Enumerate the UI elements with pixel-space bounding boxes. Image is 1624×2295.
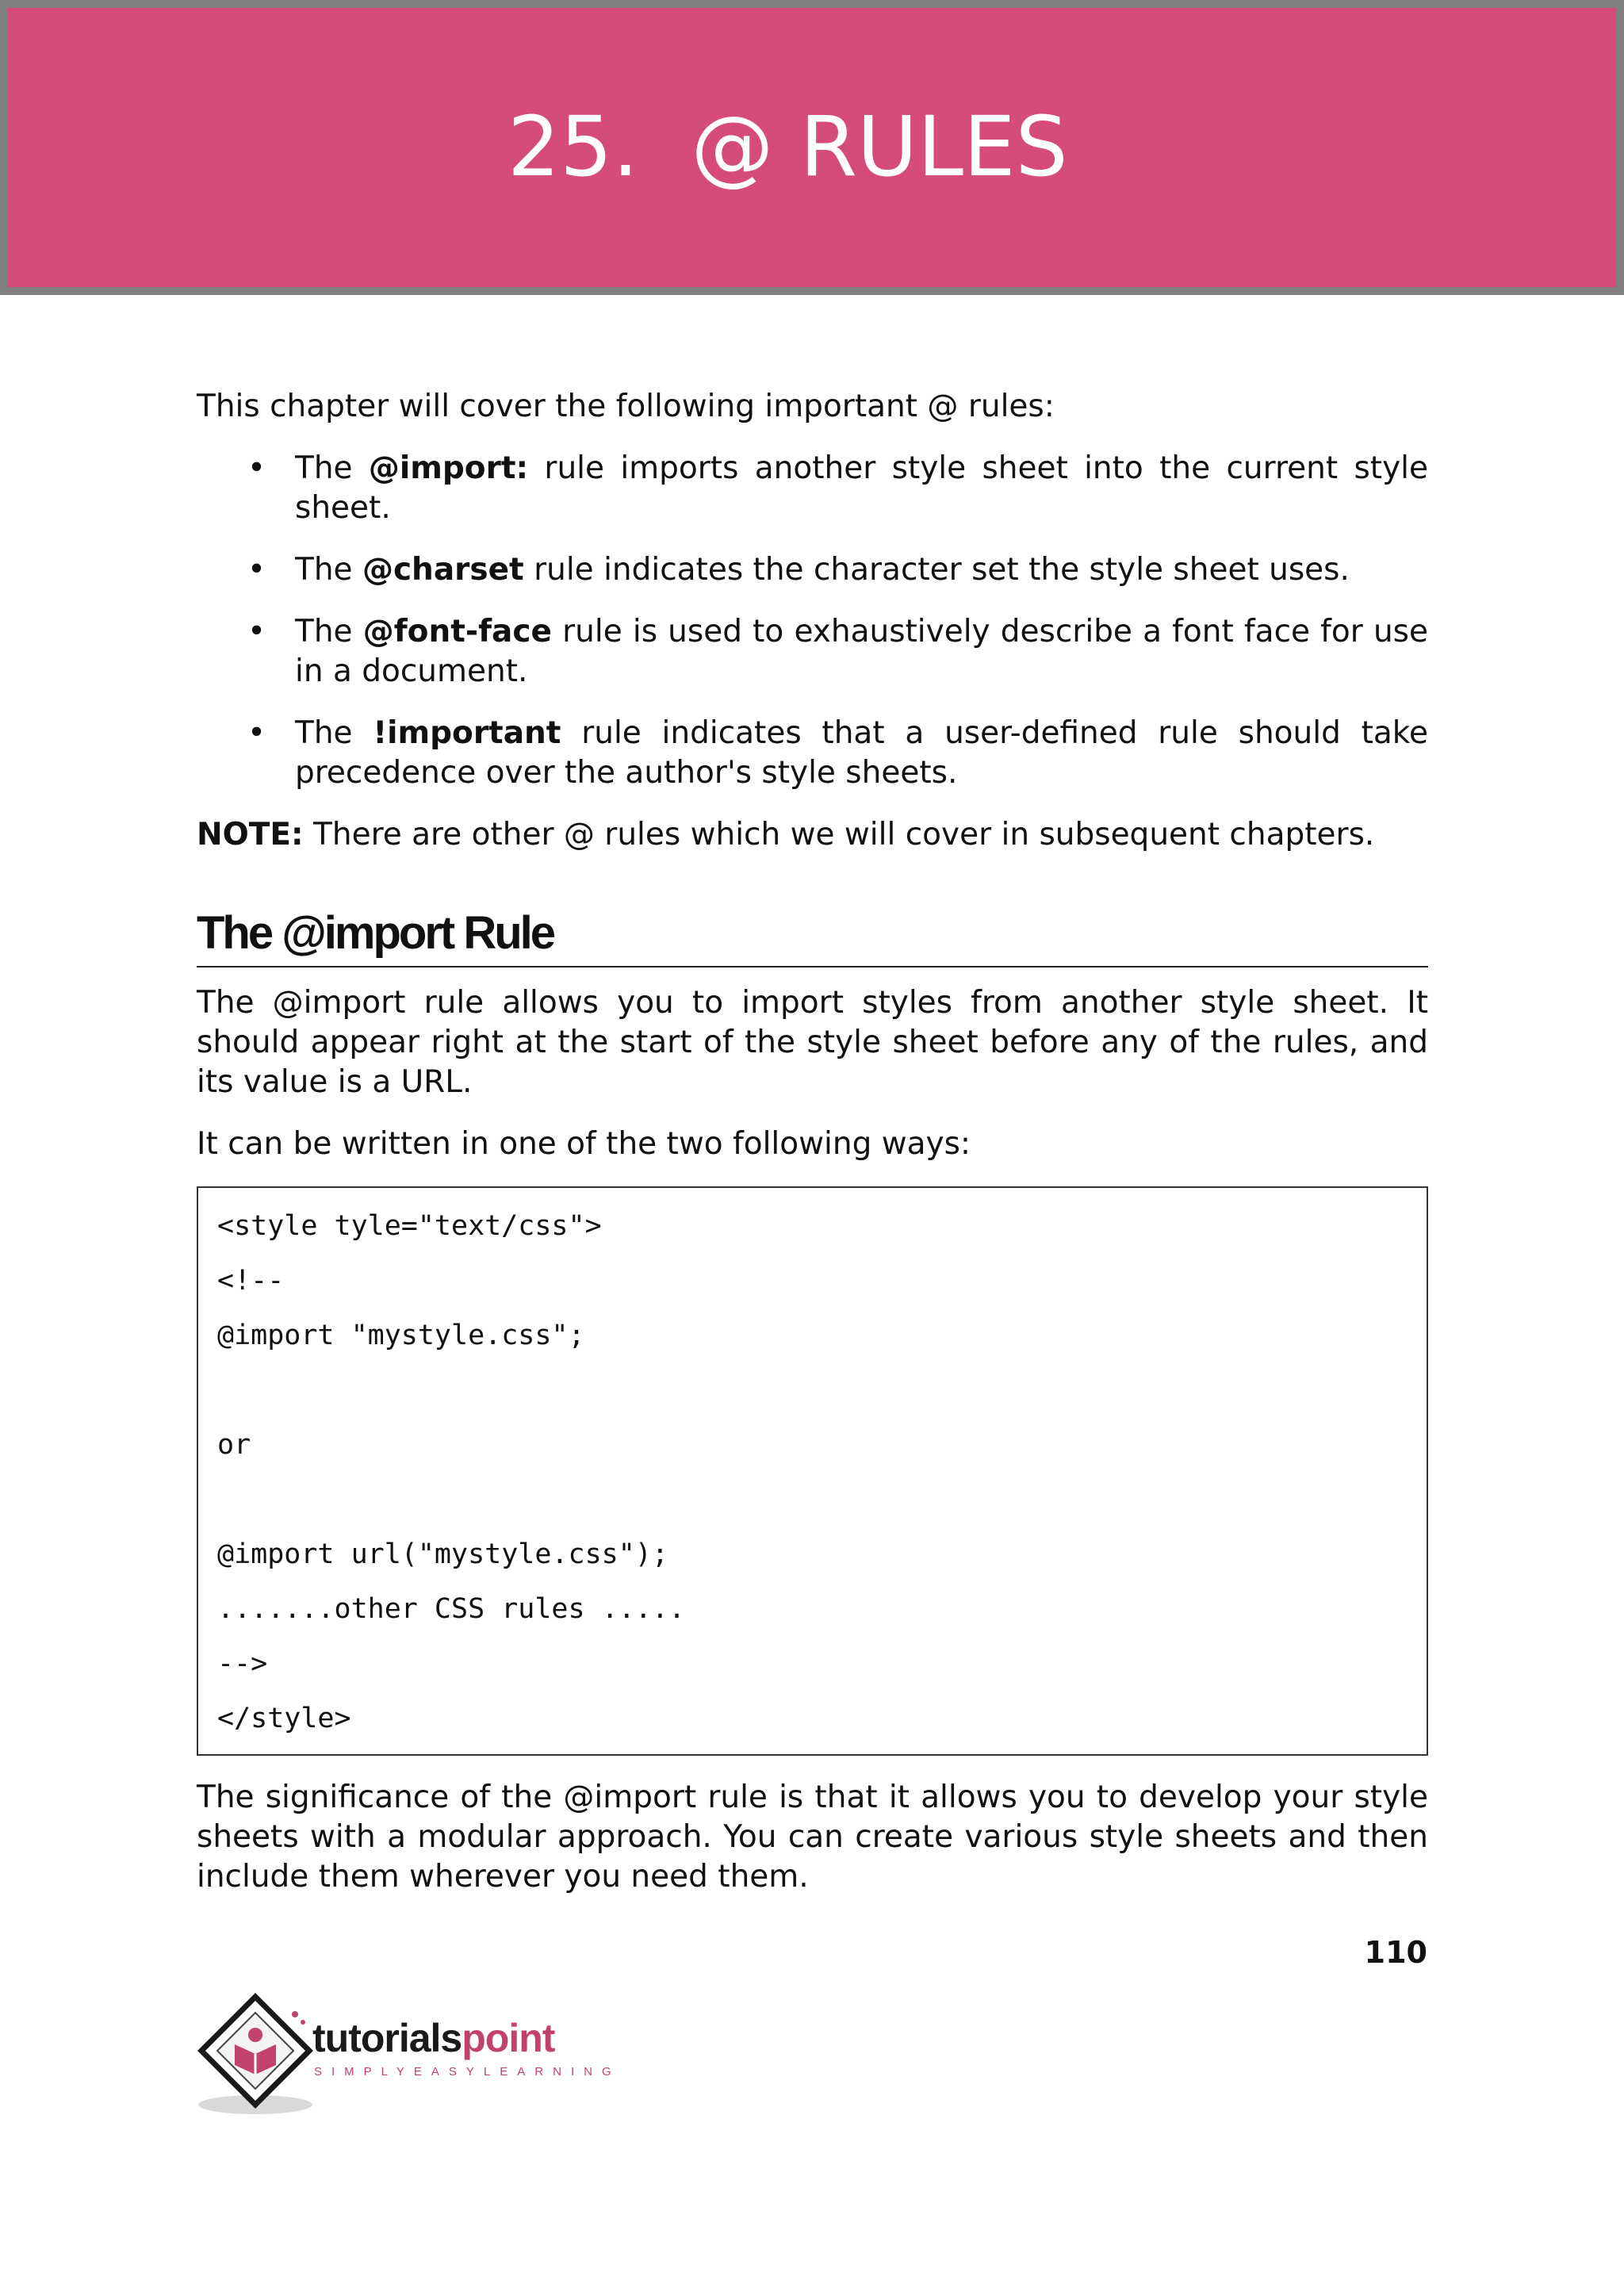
section-paragraph: The @import rule allows you to import styles from another style sheet. It should appear right at the start of the style sheet before any of the rules, and its value is a URL. <box>197 985 1428 1100</box>
page-number: 110 <box>1364 1935 1427 1970</box>
tutorialspoint-logo <box>195 1992 621 2119</box>
list-item-prefix: The <box>295 715 373 751</box>
list-item-prefix: The <box>295 614 363 649</box>
code-line: @import "mystyle.css"; <box>217 1320 585 1351</box>
section-paragraph: It can be written in one of the two following ways: <box>197 1126 971 1162</box>
code-line: <!-- <box>217 1265 285 1297</box>
note-label: NOTE: <box>197 817 304 852</box>
logo-word-tutorials: tutorials <box>312 2016 462 2060</box>
code-line: or <box>217 1429 251 1461</box>
bullet-icon: • <box>247 450 266 486</box>
list-item-term: @font-face <box>362 614 552 649</box>
list-item-text: rule imports another style sheet into the current style sheet. <box>295 450 1428 526</box>
list-item-term: !important <box>373 715 561 751</box>
code-line: </style> <box>217 1703 351 1734</box>
code-block <box>197 1186 1428 1756</box>
section-heading: The @import Rule <box>197 902 1428 967</box>
code-line: .......other CSS rules ..... <box>217 1593 686 1625</box>
bullet-icon: • <box>247 552 266 588</box>
logo-wordmark <box>312 2016 554 2060</box>
code-line <box>217 1473 1408 1527</box>
page-content <box>197 387 1428 1919</box>
list-item <box>197 714 1428 793</box>
note-paragraph <box>197 815 1428 855</box>
intro-paragraph: This chapter will cover the following important @ rules: <box>197 389 1055 424</box>
list-item-text: rule indicates the character set the style sheet uses. <box>523 552 1350 588</box>
section-paragraph: The significance of the @import rule is that it allows you to develop your style sheets with a modular approach. You can create various style sheets and then include them wherever you need them. <box>197 1780 1428 1895</box>
logo-tagline: SIMPLYEASYLEARNING <box>314 2065 621 2079</box>
code-line <box>217 1363 1408 1418</box>
code-line: @import url("mystyle.css"); <box>217 1538 668 1570</box>
logo-diamond-icon <box>195 1992 314 2119</box>
bullet-icon: • <box>247 614 266 649</box>
chapter-banner <box>0 0 1624 295</box>
rules-list <box>197 449 1428 793</box>
note-text: There are other @ rules which we will cover in subsequent chapters. <box>303 817 1375 852</box>
list-item <box>197 612 1428 692</box>
list-item-term: @charset <box>362 552 524 588</box>
bullet-icon: • <box>247 715 266 751</box>
list-item-text: rule is used to exhaustively describe a font face for use in a document. <box>295 614 1428 689</box>
list-item-prefix: The <box>295 450 369 486</box>
list-item-text: rule indicates that a user-defined rule should take precedence over the author's style sheets. <box>295 715 1428 791</box>
list-item-term: @import: <box>368 450 529 486</box>
list-item-prefix: The <box>295 552 362 588</box>
list-item <box>197 449 1428 528</box>
logo-word-point: point <box>462 2016 555 2060</box>
code-line: <style tyle="text/css"> <box>217 1210 602 1242</box>
chapter-title: 25. @ RULES <box>508 98 1068 195</box>
list-item <box>197 550 1428 590</box>
code-line: --> <box>217 1648 268 1680</box>
